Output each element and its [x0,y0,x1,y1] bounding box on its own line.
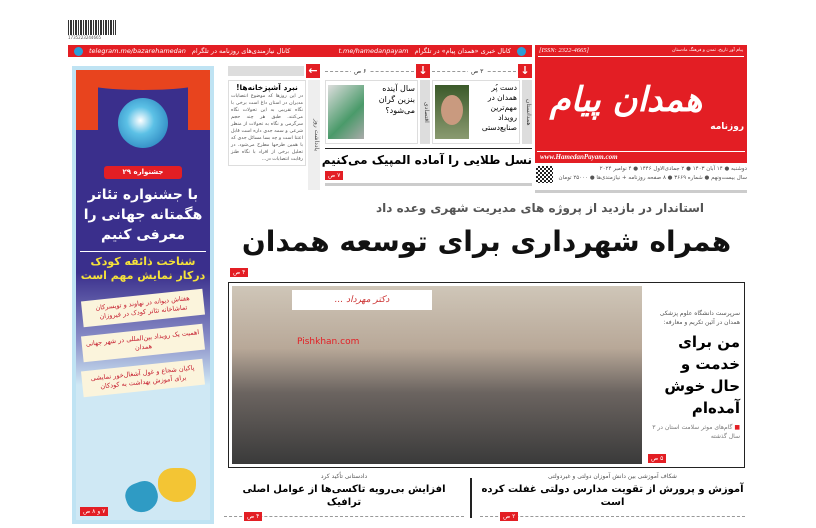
story-headline: من برای خدمت و حال خوش آمده‌ام [664,333,740,417]
teaser-photo [435,85,469,139]
teaser-photo [328,85,364,139]
story-kicker: دادستانی تأکید کرد [320,473,368,480]
page-ref: ۴ ص [230,268,248,277]
photo-banner: دکتر مهرداد ... [292,290,432,310]
issn: [ISSN: 2322-4665] [539,47,590,54]
teaser-hamedanestan[interactable] [432,64,532,144]
news-channel-label: کانال خبری «همدان پیام» در تلگرام [414,47,511,55]
telegram-bar [68,45,532,57]
telegram-icon [74,47,83,56]
lead-kicker: استاندار در بازدید از پروژه های مدیریت شهری وعده داد [375,201,705,215]
photo [232,286,642,464]
logo-small: روزنامه [710,122,744,132]
ad-item: اهمیت یک رویداد بین‌المللی در شهر جهانی همدان [81,324,205,363]
page-ref: ۷ ص [325,171,343,180]
barcode-digits: 1735223244665 [68,35,102,40]
page-ref: ۵ ص [648,454,666,463]
qr-code [536,166,553,183]
arrow-down-icon: ↓ [518,64,532,78]
news-channel-link[interactable]: t.me/hamedanpayam [338,47,409,55]
website[interactable]: www.HamedanPayam.com [537,151,745,162]
section-label: اقتصادی [420,80,430,144]
story-kicker: شکاف آموزشی بین دانش آموزان دولتی و غیردولتی [548,473,677,480]
theater-festival-ad[interactable] [72,66,214,524]
page-ref: ۷ و ۸ ص [80,507,108,516]
ad-item: پاکبان شجاع و غول آشغال‌خور نمایشی برای آموزش بهداشت به کودکان [81,359,205,398]
section-label: همدانستان [522,80,532,144]
sports-headline[interactable]: نسل طلایی را آماده المپیک می‌کنیم [321,153,532,167]
telegram-icon [517,47,526,56]
watermark: Pishkhan.com [297,337,360,347]
ad-subtitle: شناخت ذائقه کودک درکار نمایش مهم است [80,251,206,283]
page-ref: ۶ ص [351,67,369,76]
date-line: دوشنبه ● ۱۴ آبان ۱۴۰۳ ● ۲ جمادی‌الاول ۱۴۴۶ ● ۴ نوامبر ۲۰۲۴ [599,166,747,172]
tagline: پیام آور تاریخ، تمدن و فرهنگ مادستان [671,48,743,53]
ads-channel-link[interactable]: telegram.me/bazarehamedan [89,47,186,55]
page-ref: ۲ ص [500,512,518,521]
masthead [535,45,747,163]
sports-block [321,148,532,186]
bottom-story-traffic[interactable] [224,473,464,520]
bottom-story-education[interactable] [480,473,745,520]
photo-story[interactable] [228,282,745,468]
story-bullet: ■ گام‌های موثر سلامت استان در ۳ سال گذشته [652,424,740,440]
note-title: نبرد آشپزخانه‌ها! [236,83,298,92]
logo: همدان پیام [549,80,703,120]
arrow-down-icon: ↓ [416,64,430,78]
festival-badge: جشنواره ۲۹ [104,166,182,179]
ad-title: با جشنواره تئاتر هگمتانه جهانی را معرفی کنیم [83,187,203,243]
ad-item: هفتاش دیوانه در نهاوند و تویسرکان تماشاخانه تئاتر کودک در فیروزان [81,289,205,328]
bullet-text: گام‌های موثر سلامت استان در ۳ سال گذشته [652,424,740,440]
teaser-text: سال آینده بنزین گران می‌شود؟ [378,84,415,115]
story-kicker: سرپرست دانشگاه علوم پزشکی همدان در آئین تکریم و معارفه: [659,310,740,326]
teaser-text: دست پُر همدان در مهم‌ترین رویداد صنایع‌دستی [481,83,517,132]
arrow-left-icon: ← [306,64,320,78]
ads-channel-label: کانال نیازمندی‌های روزنامه در تلگرام [191,47,291,55]
globe-icon [118,98,168,148]
theater-masks-icon [158,468,196,502]
info-line: سال بیست‌ونهم ● شماره ۳۶۶۹ ● ۸ صفحه روزنامه + نیازمندی‌ها ● ۲۵۰۰۰ تومان [558,175,747,181]
barcode [68,20,116,35]
teaser-economy[interactable] [325,64,430,144]
page-ref: ۴ ص [244,512,262,521]
story-headline: افزایش بی‌رویه تاکسی‌ها از عوامل اصلی ترافیک [242,484,446,508]
page-ref: ۳ ص [468,67,486,76]
lead-headline[interactable]: همراه شهرداری برای توسعه همدان [241,225,732,258]
theater-masks-icon [122,477,162,516]
daily-note[interactable] [228,64,320,166]
story-headline: آموزش و پرورش از تقویت مدارس دولتی غفلت کرده است [481,484,744,508]
section-label: یادداشت روز [308,80,320,190]
note-body: در این روزها که موضوع انتصابات مدیران در استان داغ است برخی با نگاه تقریبی به این تحولات نگاه می‌کنند. طبق هر چند حجم سرگرمی و نگاه به تحولات از منظر شرعی و سمه جدی داره است قابل اعتنا است و چه بسا مسائل جدی که با همین طرحها مطرح می‌شود. در تحلیل برخی از افراد با نگاه طنز رقابت انتصابات در... [231,94,303,162]
